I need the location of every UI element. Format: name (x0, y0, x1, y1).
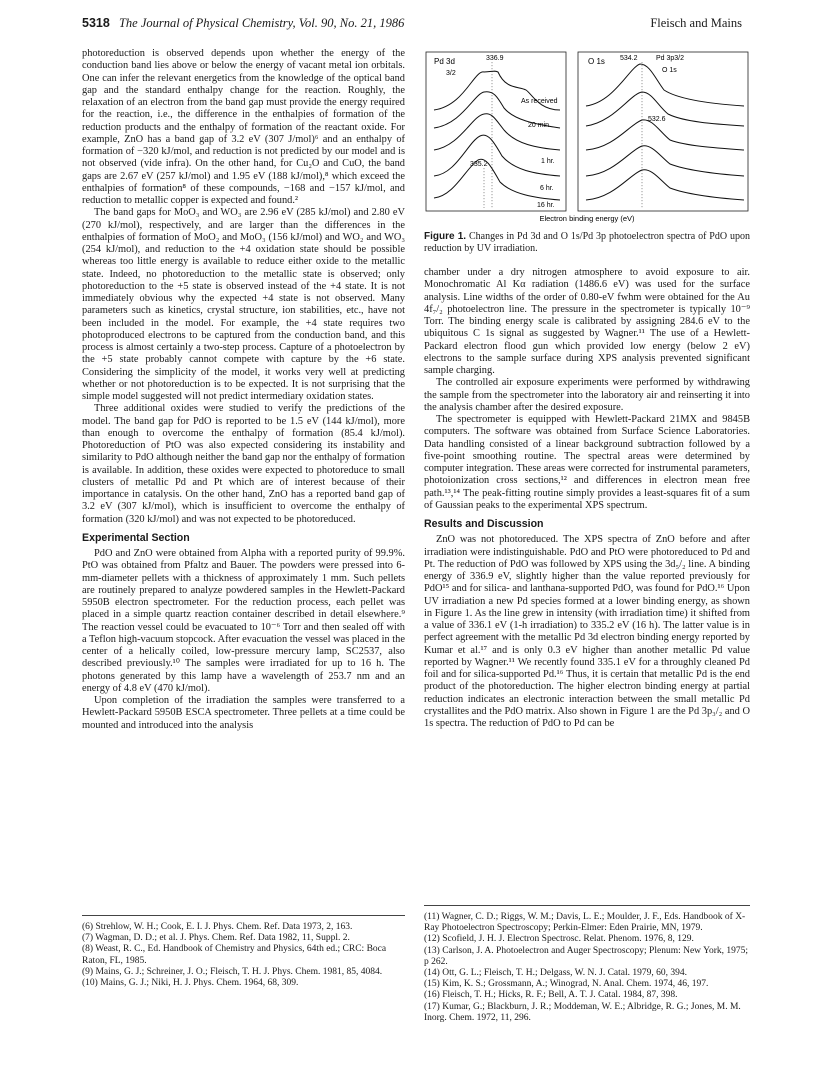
panel-frame-o1s (578, 52, 748, 211)
axis-label: Electron binding energy (eV) (539, 214, 635, 223)
figure-1 (424, 50, 750, 225)
peak-label-top: 336.9 (486, 55, 504, 62)
paragraph: chamber under a dry nitrogen atmosphere to avoid exposure to air. Monochromatic Al Kα radiation (1486.6 eV) was used for the surface analysis. Line widths of the order of 0.80-eV fwhm were obtained for the Au 4f₇/₂ photoelectron line. The pressure in the spectrometer is typically 10⁻⁹ Torr. The binding energy scale is calibrated by assigning 284.6 eV to the ubiquitous C 1s signal as suggested by Wagner.¹¹ The use of a Hewlett-Packard electron flood gun which provided low energy (below 2 eV) electrons to the sample surface during XPS analysis prevented significant sample charging. (424, 267, 750, 376)
section-heading-results: Results and Discussion (424, 518, 544, 530)
curve-label-6hr: 6 hr. (540, 185, 554, 192)
running-authors: Fleisch and Mains (650, 16, 742, 30)
footnote: (15) Kim, K. S.; Grossmann, A.; Winograd, N. Anal. Chem. 1974, 46, 197. (424, 979, 709, 990)
paragraph: Three additional oxides were studied to verify the predictions of the model. The band gap for PdO is reported to be 1.5 eV (144 kJ/mol), more than enough to overcome the enthalpy of formation (85.4 kJ/mol). Photoreduction of PtO was also expected considering its instability and similarity to PdO although neither the band gap nor the enthalpy of formation is available. In addition, these oxides were expected to photoreduce to small clusters of metallic Pd and Pt which are of interest because of their importance in catalysis. On the other hand, ZnO has a reported band gap of 3.2 eV (307 kJ/mol), which is insufficient to overcome the enthalpy of formation (320 kJ/mol) and was not expected to be photoreduced. (82, 403, 405, 525)
label-pd3p: Pd 3p3/2 (656, 55, 685, 62)
panel-label-pd3d: Pd 3d (434, 57, 455, 66)
footnotes-left (82, 915, 405, 989)
figure-caption (424, 231, 750, 255)
spectrum-curve (586, 146, 744, 176)
paragraph: The spectrometer is equipped with Hewlett-Packard 21MX and 9845B computers. The software was obtained from Surface Science Laboratories. Data handling consisted of a linear background subtraction followed by a five-point smoothing routine. The spectral areas were determined by computer integration. These areas were corrected for instrumental parameters, photoionization cross sections,¹² and differences in electron mean free path.¹³,¹⁴ The peak-fitting routine simply provides a least-squares fit of a sum of Gaussian peaks to the experimental XPS spectrum. (424, 414, 750, 511)
footnote: (14) Ott, G. L.; Fleisch, T. H.; Delgass, W. N. J. Catal. 1979, 60, 394. (424, 968, 687, 979)
footnote: (11) Wagner, C. D.; Riggs, W. M.; Davis, L. E.; Moulder, J. F., Eds. Handbook of X-Ray Photoelectron Spectroscopy; Perkin-Elmer: Eden Prairie, MN, 1979. (424, 912, 746, 934)
curve-label-20min: 20 min. (528, 122, 551, 129)
footnote: (6) Strehlow, W. H.; Cook, E. I. J. Phys. Chem. Ref. Data 1973, 2, 163. (82, 922, 353, 932)
page-number: 5318 (82, 16, 110, 30)
journal-title: The Journal of Physical Chemistry, Vol. 90, No. 21, 1986 (118, 16, 405, 30)
spectrum-curve (434, 159, 560, 200)
sublabel: 3/2 (446, 70, 456, 77)
peak-label-534: 534.2 (620, 55, 638, 62)
paragraph: The controlled air exposure experiments were performed by withdrawing the sample from the spectrometer into the laboratory air and reinserting it into the analysis chamber after the desired exposure. (424, 377, 750, 413)
curve-label-16hr: 16 hr. (537, 202, 555, 209)
panel-label-o1s: O 1s (588, 57, 605, 66)
curve-label-1hr: 1 hr. (541, 158, 555, 165)
paragraph: PdO and ZnO were obtained from Alpha with a reported purity of 99.9%. PtO was obtained from Pfaltz and Bauer. The powders were pressed into 6-mm-diameter pellets with a thickness of approximately 1 mm. Such pellets are routinely prepared to analyze powdered samples in the Hewlett-Packard 5950B electron spectrometer. For the reduction process, each pellet was placed in a simple quartz reaction container described in detail elsewhere.⁹ The reaction vessel could be evacuated to 10⁻⁶ Torr and then sealed off with a Teflon high-vacuum stopcock. After evacuation the vessel was placed in the center of a helically coiled, low-pressure mercury lamp, SC2537, also described previously.¹⁰ The samples were irradiated for up to 16 h. The photons generated by this lamp have a wavelength of 253.7 nm and an energy of 4.8 eV (470 kJ/mol). (82, 548, 405, 694)
section-heading-experimental: Experimental Section (82, 531, 190, 544)
peak-label-532: 532.6 (648, 116, 666, 123)
footnote: (8) Weast, R. C., Ed. Handbook of Chemistry and Physics, 64th ed.; CRC: Boca Raton, FL, 1985. (82, 944, 387, 966)
caption-text: Changes in Pd 3d and O 1s/Pd 3p photoelectron spectra of PdO upon reduction by UV irradiation. (424, 231, 750, 254)
page-header (82, 16, 742, 36)
left-column (82, 48, 405, 732)
xps-spectra-figure (424, 50, 750, 225)
footnote: (13) Carlson, J. A. Photoelectron and Auger Spectroscopy; Plenum: New York, 1975; p 262. (424, 945, 749, 967)
peak-label-metal: 335.2 (470, 161, 488, 168)
caption-label: Figure 1. (424, 231, 467, 242)
footnotes-right (424, 905, 750, 1024)
footnote: (16) Fleisch, T. H.; Hicks, R. F.; Bell, A. T. J. Catal. 1984, 87, 398. (424, 990, 678, 1001)
right-column (424, 50, 750, 730)
footnote: (10) Mains, G. J.; Niki, H. J. Phys. Chem. 1964, 68, 309. (82, 978, 299, 989)
paragraph: The band gaps for MoO₃ and WO₃ are 2.96 eV (285 kJ/mol) and 2.80 eV (270 kJ/mol), respectively, and are larger than the differences in the enthalpies of formation of MoO₂ and MoO₃ (156 kJ/mol) and WO₂ and WO₃ (254 kJ/mol), and reduction to the +4 oxidation state should be possible whereas too little energy is available to reduce either oxide to the metallic state. Indeed, no photoreduction to the metallic state is observed; only photoreduction to the +5 state is observed instead of the +4 state. It is not immediately obvious why the expected +4 state is not observed. Many parameters such as kinetics, crystal structure, ion stabilities, etc., have not been included in the model. For example, the +4 state requires two photoproduced electrons to be captured from the conduction band, and this process is almost certainly a two-step process. Capture of a photoelectron by the +5 state probably cannot compete with capture by the +6 state. Considering the simplicity of the model, it works very well at predicting whether or not photoreduction is to be expected. It is not surprising that the simple model suggested will not predict intermediary oxidation states. (82, 207, 405, 402)
curve-label-as-received: As received (521, 98, 558, 105)
footnote: (17) Kumar, G.; Blackburn, J. R.; Moddeman, W. E.; Albridge, R. G.; Jones, M. M. Inorg. Chem. 1972, 11, 296. (424, 1001, 741, 1023)
paragraph: photoreduction is observed depends upon whether the energy of the conduction band lies above or below the energy of vacant metal ion orbitals. One can infer the relevant energetics from the knowledge of the optical band gap and the standard enthalpy change for the reaction. Roughly, the relaxation of an electron from the band gap must provide the energy required for the reaction, i.e., the difference in the enthalpies of formation of the reduction products and the enthalpy of formation of the reactant oxide. For example, ZnO has a band gap of 3.2 eV (307 J/mol)⁶ and an enthalpy of formation of −320 kJ/mol, and reduction is not predicted by our model and is not observed (vide infra). On the other hand, for Cu₂O and CuO, the band gaps are 2.67 eV (257 kJ/mol) and 1.95 eV (188 kJ/mol),⁸ which exceed the enthalpies of formation⁸ of these compounds, −168 and −157 kJ/mol, and reduction to metallic copper is expected and found.² (82, 48, 405, 206)
spectrum-curve (434, 114, 560, 150)
footnote: (12) Scofield, J. H. J. Electron Spectrosc. Relat. Phenom. 1976, 8, 129. (424, 934, 694, 945)
paragraph: Upon completion of the irradiation the samples were transferred to a Hewlett-Packard 5950B ESCA spectrometer. Three pellets at a time could be mounted and introduced into the analysis (82, 695, 405, 731)
footnote: (9) Mains, G. J.; Schreiner, J. O.; Fleisch, T. H. J. Phys. Chem. 1981, 85, 4084. (82, 966, 383, 977)
footnote: (7) Wagman, D. D.; et al. J. Phys. Chem. Ref. Data 1982, 11, Suppl. 2. (82, 933, 350, 944)
label-o1s: O 1s (662, 67, 677, 74)
paragraph: ZnO was not photoreduced. The XPS spectra of ZnO before and after irradiation were indistinguishable. PdO and PtO were photoreduced to Pd and Pt. The reduction of PdO was followed by XPS using the 3d₅/₂ line. A binding energy of 336.9 eV, slightly higher than the value reported previously for PdO¹⁵ and for silica- and lanthana-supported PdO, was found for PdO.¹⁶ Upon UV irradiation a new Pd species formed at a lower binding energy, as shown in Figure 1. As the line grew in intensity (with irradiation time) it shifted from a value of 336.1 eV (1-h irradiation) to 335.2 eV (16 h). The latter value is in perfect agreement with the metallic Pd 3d electron binding energy reported by Kumar et al.¹⁷ and is only 0.3 eV higher than another metallic Pd value reported by Wagner.¹¹ We recently found 335.1 eV for a throughly cleaned Pd foil and for silica-supported Pd.¹⁶ Thus, it is certain that metallic Pd is the end product of the photoreduction. The higher electron binding energy at partial reduction indicates an electronic interaction between the small metallic Pd crystallites and the PdO matrix. Also shown in Figure 1 are the Pd 3p₃/₂ and O 1s spectra. The reduction of PdO to Pd can be (424, 534, 750, 729)
